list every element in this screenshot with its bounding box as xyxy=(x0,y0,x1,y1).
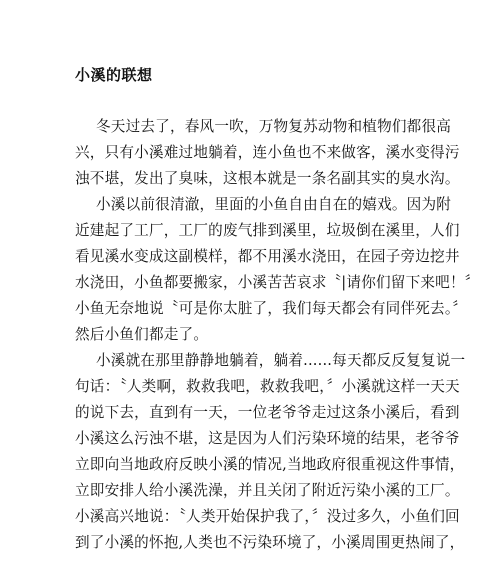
body-line: 兴，只有小溪难过地躺着，连小鱼也不来做客，溪水变得污 xyxy=(75,144,460,161)
body-line: 看见溪水变成这副模样，都不用溪水浇田，在园子旁边挖井 xyxy=(75,248,460,265)
body-line: 立即向当地政府反映小溪的情况,当地政府很重视这件事情， xyxy=(75,456,465,473)
body-line: 浊不堪，发出了臭味，这根本就是一条名副其实的臭水沟。 xyxy=(75,170,460,187)
body-line: 小鱼无奈地说〝可是你太脏了，我们每天都会有同伴死去。〞 xyxy=(75,300,468,317)
body-line: 的说下去，直到有一天，一位老爷爷走过这条小溪后，看到 xyxy=(75,404,460,421)
document-title: 小溪的联想 xyxy=(75,66,153,84)
body-line: 小溪高兴地说：〝人类开始保护我了，〞没过多久，小鱼们回 xyxy=(75,508,460,525)
body-line: 水浇田，小鱼都要搬家，小溪苦苦哀求〝|请你们留下来吧！〞 xyxy=(75,274,480,291)
body-line: 近建起了工厂，工厂的废气排到溪里，垃圾倒在溪里，人们 xyxy=(75,222,460,239)
body-line: 小溪这么污浊不堪，这是因为人们污染环境的结果，老爷爷 xyxy=(75,430,460,447)
body-line: 然后小鱼们都走了。 xyxy=(75,326,209,343)
body-line: 到了小溪的怀抱,人类也不污染环境了，小溪周围更热闹了， xyxy=(75,534,465,551)
body-line: 立即安排人给小溪洗澡，并且关闭了附近污染小溪的工厂。 xyxy=(75,482,460,499)
body-line: 小溪以前很清澈，里面的小鱼自由自在的嬉戏。因为附 xyxy=(96,196,452,213)
body-line: 小溪就在那里静静地躺着，躺着......每天都反反复复说一 xyxy=(96,352,466,369)
body-line: 冬天过去了，春风一吹，万物复苏动物和植物们都很高 xyxy=(96,118,452,135)
body-line: 句话：〝人类啊，救救我吧，救救我吧，〞小溪就这样一天天 xyxy=(75,378,460,395)
